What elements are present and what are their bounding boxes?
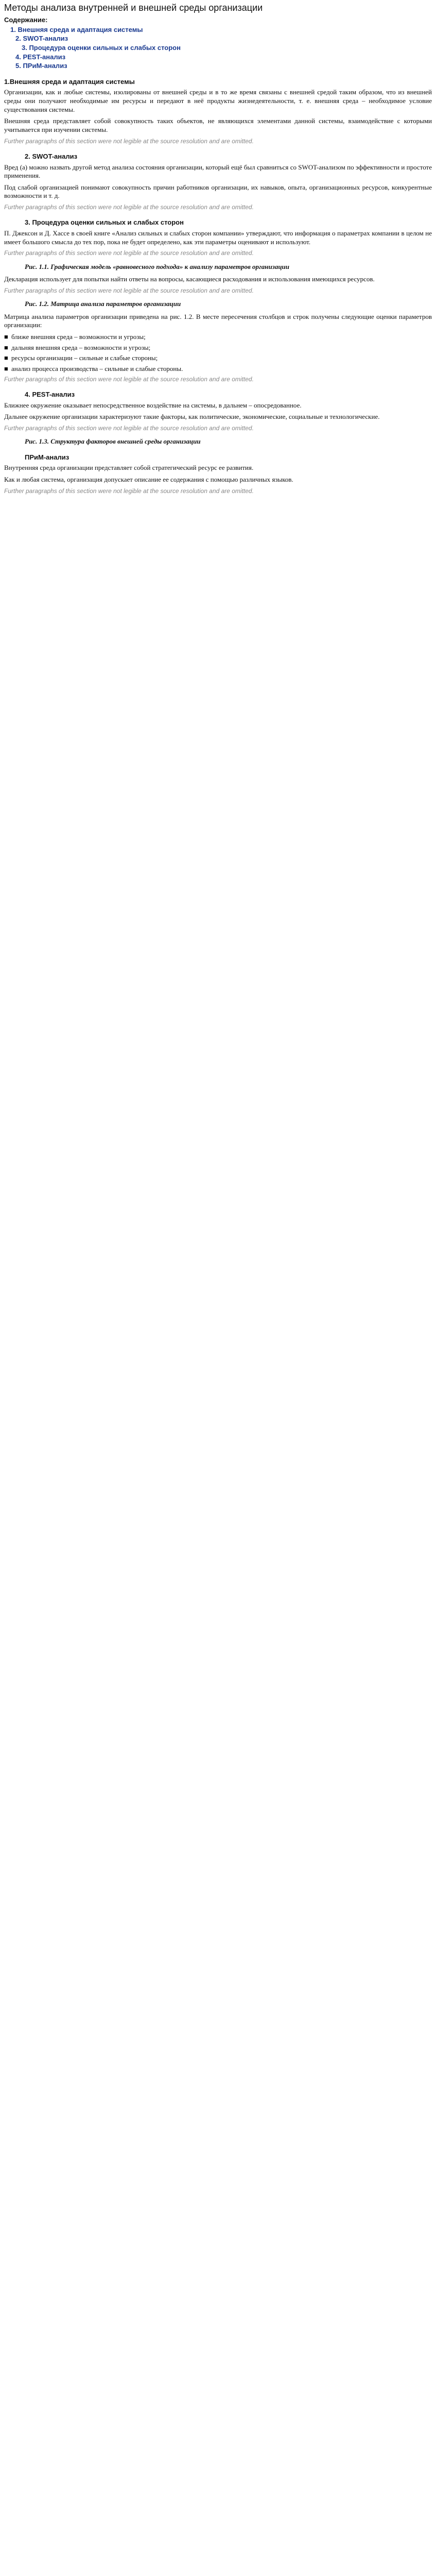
section-heading: ПРиМ-анализ bbox=[25, 453, 69, 461]
figure-caption: Рис. 1.1. Графическая модель «равновесного подхода» к анализу параметров организации bbox=[25, 262, 290, 270]
omitted-text-note: Further paragraphs of this section were not legible at the source resolution and are omitted. bbox=[4, 249, 254, 257]
page-title: Методы анализа внутренней и внешней среды организации bbox=[4, 3, 263, 13]
section-heading: 1.Внешняя среда и адаптация системы bbox=[4, 77, 135, 86]
list-item: ■ ресурсы организации – сильные и слабые стороны; bbox=[4, 354, 158, 362]
omitted-text-note: Further paragraphs of this section were not legible at the source resolution and are omitted. bbox=[4, 487, 254, 495]
paragraph: Декларация использует для попытки найти ответы на вопросы, касающиеся расходования и использования имеющихся ресурсов. bbox=[4, 275, 375, 283]
list-item: ■ дальняя внешняя среда – возможности и угрозы; bbox=[4, 343, 151, 351]
toc-item[interactable] bbox=[4, 44, 432, 53]
section-heading: 2. SWOT-анализ bbox=[25, 152, 78, 160]
toc-link-2[interactable]: 2. SWOT-анализ bbox=[15, 35, 68, 43]
toc-link-1[interactable]: 1. Внешняя среда и адаптация системы bbox=[10, 25, 143, 33]
section-prim bbox=[4, 453, 432, 495]
paragraph: Организации, как и любые системы, изолированы от внешней среды и в то же время связаны с внешней средой таким образом, что из внешней среды они получают необходимые им ресурсы и передают в неё продукты жизнедеятельности, т. е. внешняя среда – необходимое условие существования системы. bbox=[4, 88, 432, 113]
toc-link-5[interactable]: 5. ПРиМ-анализ bbox=[15, 62, 67, 70]
figure-caption: Рис. 1.2. Матрица анализа параметров организации bbox=[25, 300, 181, 308]
section-strengths-weaknesses bbox=[4, 218, 432, 257]
omitted-text-note: Further paragraphs of this section were not legible at the source resolution and are omitted. bbox=[4, 424, 254, 432]
paragraph: Матрица анализа параметров организации приведена на рис. 1.2. В месте пересечения столбцов и строк получены следующие оценки параметров организации: bbox=[4, 312, 432, 329]
figure-block bbox=[4, 263, 432, 295]
toc-item[interactable] bbox=[4, 26, 432, 35]
bullet-icon: ■ bbox=[4, 354, 8, 362]
paragraph: Внутренняя среда организации представляет собой стратегический ресурс ее развития. bbox=[4, 464, 254, 472]
paragraph: Дальнее окружение организации характеризуют такие факторы, как политические, экономические, социальные и технологические. bbox=[4, 413, 380, 421]
paragraph: П. Джексон и Д. Хассе в своей книге «Анализ сильных и слабых сторон компании» утверждают, что информация о параметрах компании в целом не имеет большого смысла до тех пор, пока не будет определено, как эти параметры оценивают и используют. bbox=[4, 229, 432, 246]
section-heading: 4. PEST-анализ bbox=[25, 390, 75, 398]
omitted-text-note: Further paragraphs of this section were not legible at the source resolution and are omitted. bbox=[4, 137, 254, 145]
document-page bbox=[0, 0, 436, 521]
table-of-contents bbox=[4, 26, 432, 71]
bullet-icon: ■ bbox=[4, 343, 8, 351]
list-item: ■ анализ процесса производства – сильные и слабые стороны. bbox=[4, 364, 183, 372]
paragraph: Под слабой организацией понимают совокупность причин работников организации, их навыков, опыта, организационных ресурсов, конкурентные возможности и т. д. bbox=[4, 183, 432, 200]
section-pest bbox=[4, 391, 432, 432]
toc-item[interactable] bbox=[4, 53, 432, 62]
figure-block bbox=[4, 300, 432, 383]
toc-link-3[interactable]: 3. Процедура оценки сильных и слабых сторон bbox=[22, 43, 181, 52]
paragraph: Вред (а) можно назвать другой метод анализа состояния организации, который ещё был сравниться со SWOT-анализом по эффективности и простоте применения. bbox=[4, 163, 432, 180]
toc-item[interactable] bbox=[4, 62, 432, 71]
section-heading: 3. Процедура оценки сильных и слабых сторон bbox=[25, 218, 184, 227]
section-external-environment bbox=[4, 78, 432, 145]
paragraph: Как и любая система, организация допускает описание ее содержания с помощью различных языков. bbox=[4, 476, 293, 484]
toc-item[interactable] bbox=[4, 35, 432, 43]
paragraph: Ближнее окружение оказывает непосредственное воздействие на системы, в дальнем – опосредованное. bbox=[4, 401, 302, 409]
omitted-text-note: Further paragraphs of this section were not legible at the source resolution and are omitted. bbox=[4, 286, 254, 294]
figure-caption: Рис. 1.3. Структура факторов внешней среды организации bbox=[25, 437, 201, 446]
toc-link-4[interactable]: 4. PEST-анализ bbox=[15, 53, 66, 61]
figure-block bbox=[4, 437, 432, 446]
omitted-text-note: Further paragraphs of this section were not legible at the source resolution and are omitted. bbox=[4, 204, 254, 211]
list-item: ■ ближе внешняя среда – возможности и угрозы; bbox=[4, 333, 146, 341]
omitted-text-note: Further paragraphs of this section were not legible at the source resolution and are omitted. bbox=[4, 375, 254, 383]
bullet-icon: ■ bbox=[4, 364, 8, 372]
section-swot bbox=[4, 152, 432, 211]
toc-heading: Содержание: bbox=[4, 16, 48, 24]
bullet-icon: ■ bbox=[4, 333, 8, 341]
paragraph: Внешняя среда представляет собой совокупность таких объектов, не являющихся элементами данной системы, взаимодействие с которыми учитывается при изучении системы. bbox=[4, 117, 432, 133]
